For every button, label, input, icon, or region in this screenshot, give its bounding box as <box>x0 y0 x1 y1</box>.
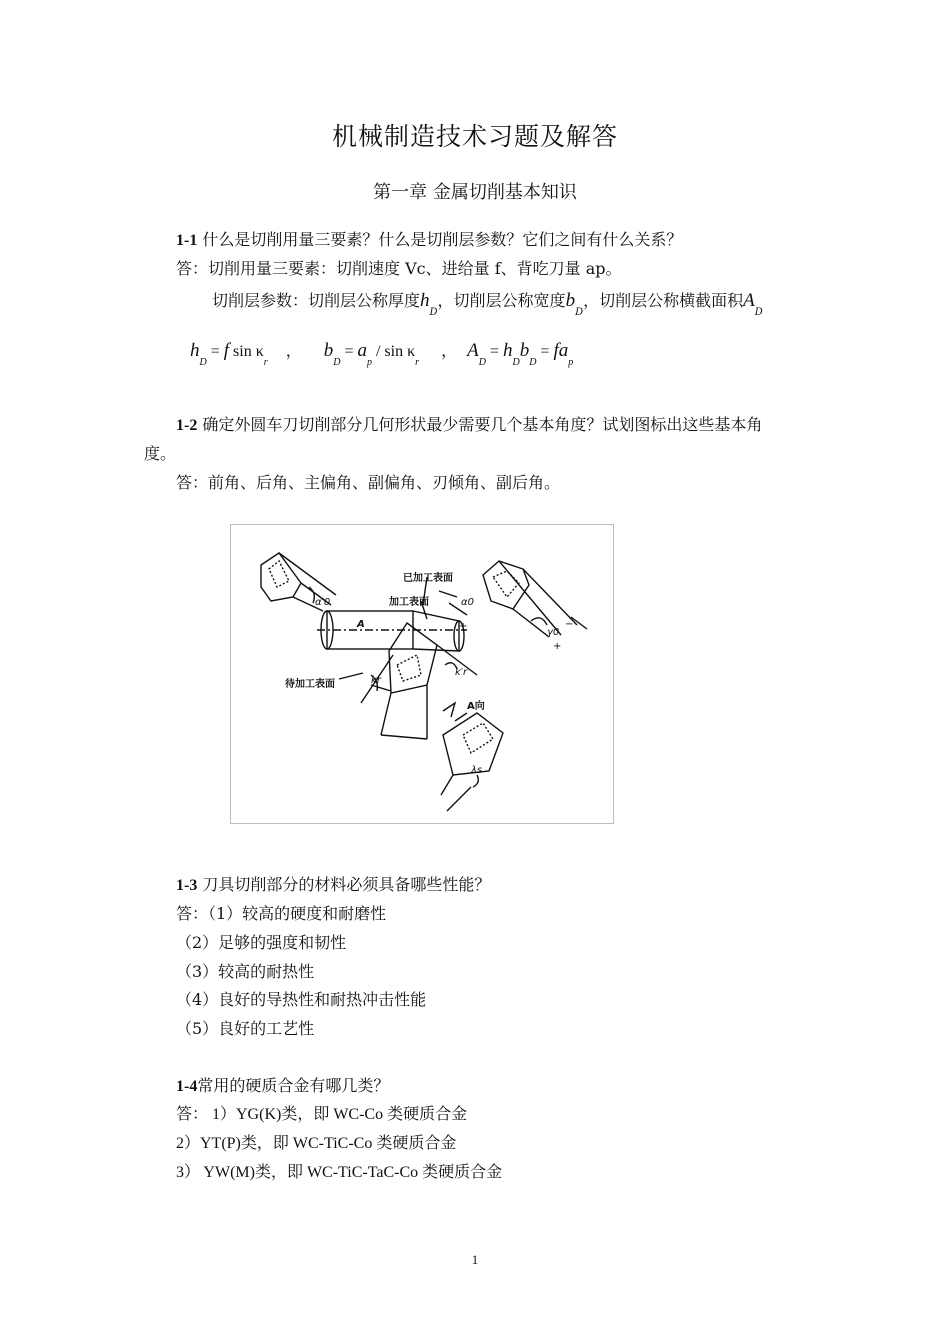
answer-item: （5）良好的工艺性 <box>176 1019 315 1038</box>
answer-item: 2）YT(P)类，即 WC-TiC-Co 类硬质合金 <box>176 1135 457 1152</box>
question-1-2-cont: 度。 <box>144 444 177 463</box>
question-1-3 <box>176 875 490 896</box>
label-cutting-surface: 加工表面 <box>389 597 429 608</box>
params-mid1: ，切削层公称宽度 <box>437 291 566 310</box>
formula-bd: $b_D = a_p / \sin \kappa_r$ <box>323 340 420 368</box>
subscript-d: D <box>575 307 584 318</box>
chapter-heading: 第一章 金属切削基本知识 <box>373 182 577 203</box>
answer-item: 答：（1）较高的硬度和耐磨性 <box>176 904 387 923</box>
symbol-h: h <box>420 290 430 311</box>
document-title: 机械制造技术习题及解答 <box>331 122 618 151</box>
answer-item: 3） YW(M)类，即 WC-TiC-TaC-Co 类硬质合金 <box>176 1164 503 1181</box>
formula-separator: ， <box>441 343 458 360</box>
page-number: 1 <box>471 1252 479 1267</box>
answer-item: （4）良好的导热性和耐热冲击性能 <box>176 990 427 1009</box>
formula-row <box>190 340 574 368</box>
question-text: 确定外圆车刀切削部分几何形状最少需要几个基本角度？试划图标出这些基本角 <box>202 415 763 434</box>
symbol-lambda-s: λs <box>471 765 483 776</box>
question-text: 常用的硬质合金有哪几类？ <box>197 1076 390 1095</box>
question-number: 1-4 <box>176 1078 198 1095</box>
symbol-plus: + <box>553 641 562 652</box>
question-number: 1-2 <box>176 417 198 434</box>
label-a: A <box>357 619 365 630</box>
label-machined-surface: 已加工表面 <box>403 573 453 584</box>
symbol-plus: + <box>459 621 468 632</box>
formula-hd: $h_D = f$ $\sin \kappa_r$ <box>190 340 268 368</box>
params-label: 切削层参数：切削层公称厚度 <box>212 291 421 310</box>
label-work-surface: 待加工表面 <box>285 679 335 690</box>
symbol-b: b <box>565 290 576 311</box>
question-1-1 <box>176 230 682 251</box>
answer-1-1: 答：切削用量三要素：切削速度 Vc、进给量 f、背吃刀量 ap。 <box>176 259 622 278</box>
symbol-gamma0: γ0 <box>547 627 560 638</box>
question-1-2 <box>176 415 762 436</box>
question-1-4 <box>176 1076 389 1097</box>
cutting-layer-params <box>212 290 763 318</box>
symbol-minus: − <box>565 619 574 630</box>
answer-item: （3）较高的耐热性 <box>176 962 315 981</box>
answer-item: （2）足够的强度和韧性 <box>176 933 347 952</box>
formula-ad: $A_D = h_Db_D = fa_p$ <box>467 340 574 368</box>
question-text: 刀具切削部分的材料必须具备哪些性能？ <box>202 875 491 894</box>
symbol-alpha0-prime: α′0 <box>315 597 331 608</box>
label-a-view: A向 <box>467 701 485 712</box>
question-text: 什么是切削用量三要素？什么是切削层参数？它们之间有什么关系？ <box>202 230 683 249</box>
formula-separator: ， <box>285 343 302 360</box>
symbol-kr: kr <box>371 675 381 686</box>
symbol-alpha0: α0 <box>461 597 474 608</box>
turning-tool-angle-figure <box>230 524 614 824</box>
question-number: 1-3 <box>176 877 198 894</box>
question-number: 1-1 <box>176 232 198 249</box>
answer-1-2: 答：前角、后角、主偏角、副偏角、刃倾角、副后角。 <box>176 473 561 492</box>
subscript-d: D <box>754 307 763 318</box>
subscript-d: D <box>429 307 438 318</box>
symbol-kr-prime: k′r <box>455 667 468 678</box>
params-mid2: ，切削层公称横截面积 <box>583 291 744 310</box>
symbol-a: A <box>743 290 755 311</box>
answer-item: 答： 1）YG(K)类，即 WC-Co 类硬质合金 <box>176 1106 468 1123</box>
